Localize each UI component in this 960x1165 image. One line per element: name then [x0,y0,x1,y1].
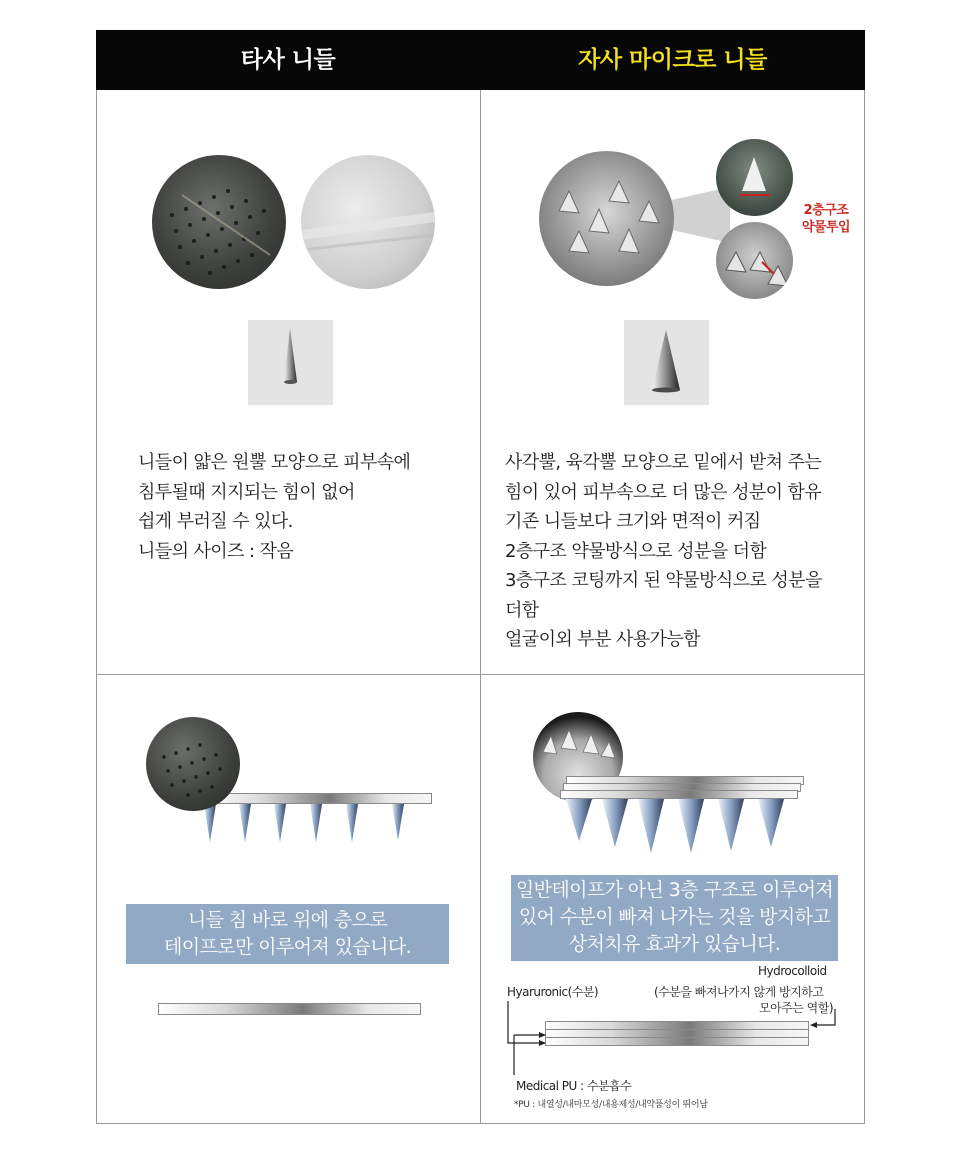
medical-pu-label: Medical PU : 수분흡수 [516,1079,632,1093]
microneedle-photo [539,151,674,286]
header-other-needle: 타사 니들 [240,47,336,73]
competitor-needle-photo [152,155,286,289]
header-our-microneedle: 자사 마이크로 니들 [578,47,767,73]
microneedle-tip-closeup [716,139,793,216]
hydrocolloid-desc-2: 모아주는 역할) [759,1001,834,1015]
pu-footnote: *PU : 내열성/내마모성/내용제성/내약품성이 뛰어남 [514,1100,708,1110]
microneedle-description [505,448,822,655]
competitor-single-layer-tape [158,1003,421,1015]
description-line: 니들의 사이즈 : 작음 [138,540,294,562]
banner-line: 있어 수분이 빠져 나가는 것을 방지하고 [518,906,831,928]
table-header [96,30,865,90]
layer-pointer-lines [500,995,860,1085]
microneedle-tape-banner [511,875,838,961]
microneedle-shape-box [624,320,709,405]
banner-line: 상처치유 효과가 있습니다. [568,933,781,955]
microneedle-row [562,797,812,859]
hydrocolloid-label: Hydrocolloid [758,964,827,978]
callout-line: 2층구조 [803,203,849,218]
description-line: 3층구조 코팅까지 된 약물방식으로 성분을 [505,570,822,591]
microneedle-layer-closeup [716,222,793,299]
two-layer-callout [796,202,856,236]
competitor-needle-shape-box [248,320,333,405]
competitor-description [138,448,410,566]
banner-line: 일반테이프가 아닌 3층 구조로 이루어져 [515,879,834,901]
description-line: 힘이 있어 피부속으로 더 많은 성분이 함유 [505,481,822,503]
description-line: 더함 [505,599,539,621]
competitor-needle-closeup [301,155,435,289]
hydrocolloid-desc-1: (수분을 빠져나가지 않게 방지하고 [654,985,824,999]
callout-line: 약물투입 [801,220,851,235]
row-divider [96,674,865,675]
description-line: 사각뿔, 육각뿔 모양으로 밑에서 받쳐 주는 [505,452,822,473]
description-line: 2층구조 약물방식으로 성분을 더함 [505,540,767,562]
hyaluronic-label: Hyaruronic(수분) [507,985,599,999]
column-divider [480,90,481,1124]
competitor-tape-photo [146,717,240,811]
description-line: 기존 니들보다 크기와 면적이 커짐 [505,511,761,532]
banner-line: 테이프로만 이루어져 있습니다. [163,936,412,958]
description-line: 쉽게 부러질 수 있다. [138,511,293,532]
description-line: 침투될때 지지되는 힘이 없어 [138,481,355,503]
competitor-tape-banner [126,904,449,964]
banner-line: 니들 침 바로 위에 층으로 [187,909,388,931]
description-line: 니들이 얇은 원뿔 모양으로 피부속에 [138,452,411,473]
description-line: 얼굴이외 부분 사용가능함 [505,629,700,650]
